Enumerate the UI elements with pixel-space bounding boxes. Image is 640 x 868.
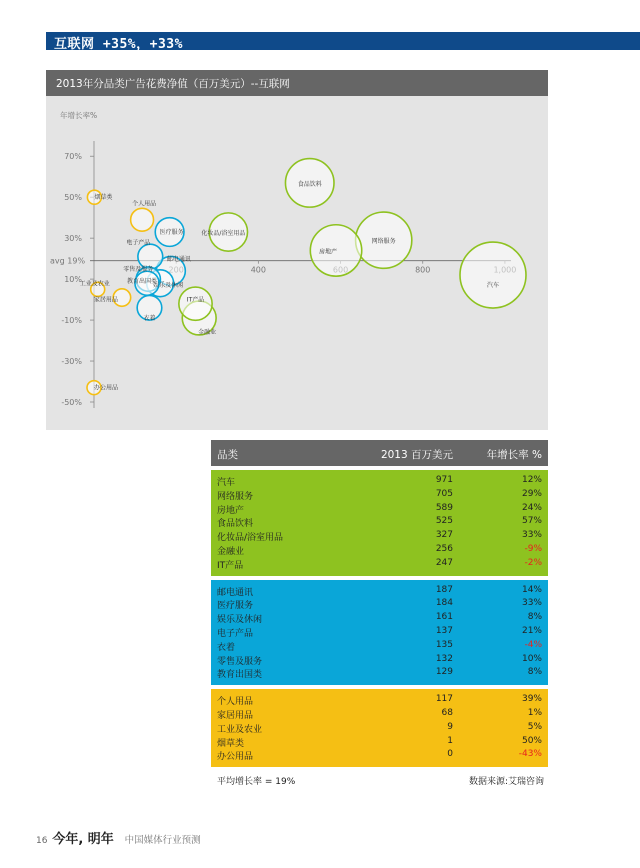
table-row — [211, 735, 548, 749]
bubble-chart-svg — [46, 96, 548, 430]
row-growth: 8% — [527, 667, 542, 678]
row-category: 食品饮料 — [217, 519, 254, 530]
row-category: 个人用品 — [217, 697, 254, 708]
row-growth: 24% — [521, 502, 542, 513]
table-row — [211, 625, 548, 639]
section-header-band — [46, 32, 640, 50]
bubble-label: 房地产 — [319, 248, 338, 256]
bubble-label: 工业及农业 — [79, 280, 110, 288]
row-spend: 0 — [447, 749, 453, 760]
row-category: 工业及农业 — [217, 724, 263, 735]
row-spend: 971 — [435, 475, 453, 485]
bubble-label: 医疗服务 — [159, 229, 184, 237]
table-row — [211, 557, 548, 571]
row-growth: 10% — [521, 653, 542, 664]
row-category: 邮电通讯 — [217, 587, 254, 598]
row-growth: 21% — [521, 625, 542, 636]
row-spend: 705 — [435, 488, 453, 499]
row-growth: 33% — [521, 530, 542, 541]
y-tick-label: 50% — [64, 193, 82, 203]
row-spend: 117 — [435, 694, 453, 705]
row-spend: 256 — [435, 543, 453, 554]
bubble-label: 金融业 — [198, 329, 217, 337]
bubble-label: 食品饮料 — [297, 180, 322, 188]
chart-title: 2013年分品类广告花费净值（百万美元）--互联网 — [56, 78, 290, 90]
row-category: 房地产 — [217, 505, 245, 516]
footer-title: 今年, 明年 — [52, 832, 114, 847]
row-growth: 39% — [521, 694, 542, 705]
row-category: 衣着 — [217, 642, 236, 653]
row-growth: 50% — [521, 735, 542, 746]
bubble-label: 邮电通讯 — [166, 255, 191, 263]
row-spend: 187 — [435, 584, 453, 595]
row-spend: 184 — [435, 598, 453, 609]
table-row — [211, 707, 548, 721]
row-growth: -2% — [524, 557, 542, 568]
table-header — [211, 440, 548, 466]
row-category: 家居用品 — [217, 710, 254, 721]
row-spend: 137 — [435, 625, 453, 636]
footer-subtitle: 中国媒体行业预测 — [124, 835, 201, 846]
row-category: 零售及服务 — [217, 656, 263, 667]
y-tick-label: -50% — [61, 398, 82, 407]
table-row — [211, 748, 548, 762]
data-source-note: 数据来源:艾瑞咨询 — [468, 777, 544, 788]
chart-title-bar — [46, 70, 548, 96]
y-tick-label: 30% — [64, 234, 82, 244]
row-growth: -4% — [524, 639, 542, 650]
bubble-label: 网络服务 — [371, 238, 396, 246]
bubble-label: 零售及服务 — [123, 266, 154, 274]
row-category: 化妆品/浴室用品 — [217, 533, 284, 544]
table-row — [211, 666, 548, 680]
table-row — [211, 653, 548, 667]
y-tick-label: 10% — [64, 275, 82, 285]
page-number: 16 — [36, 836, 48, 846]
y-tick-label: -10% — [61, 316, 82, 326]
row-growth: 8% — [527, 612, 542, 623]
row-spend: 9 — [447, 721, 453, 732]
row-category: 娱乐及休闲 — [217, 615, 263, 626]
row-spend: 68 — [441, 707, 453, 718]
row-growth: 1% — [527, 707, 542, 718]
row-category: 烟草类 — [217, 738, 245, 749]
bubble-label: 办公用品 — [94, 384, 119, 392]
row-category: 汽车 — [217, 478, 236, 488]
y-axis-label: 年增长率% — [60, 111, 98, 120]
table-row — [211, 515, 548, 529]
bubble-label: 汽车 — [486, 282, 500, 290]
row-growth: 14% — [521, 584, 542, 595]
bubble-label: 衣着 — [143, 314, 156, 322]
bubble-label: 家居用品 — [93, 296, 118, 304]
bubble-label: IT产品 — [186, 296, 205, 304]
row-growth: -9% — [524, 543, 542, 554]
table-group-2 — [211, 580, 548, 686]
row-spend: 132 — [435, 653, 453, 664]
data-table — [211, 440, 548, 789]
x-tick-label: 800 — [415, 265, 431, 275]
row-category: 教育出国类 — [217, 670, 263, 681]
header-spend: 2013 百万美元 — [380, 449, 453, 461]
y-tick-label: 70% — [64, 152, 82, 162]
bubble-point — [131, 208, 154, 231]
bubble-label: 烟草类 — [94, 194, 113, 202]
table-row — [211, 488, 548, 502]
row-growth: 33% — [521, 598, 542, 609]
row-category: 办公用品 — [217, 752, 254, 763]
table-row — [211, 693, 548, 707]
row-spend: 247 — [435, 557, 453, 568]
y-tick-label: -30% — [61, 357, 82, 367]
row-growth: 57% — [521, 516, 542, 527]
row-spend: 129 — [435, 667, 453, 678]
row-growth: 5% — [527, 721, 542, 732]
row-category: 金融业 — [217, 546, 245, 557]
page-footer — [36, 828, 201, 847]
table-row — [211, 474, 548, 488]
row-category: 电子产品 — [217, 628, 254, 639]
table-row — [211, 529, 548, 543]
bubble-label: 个人用品 — [132, 200, 157, 208]
bubble-label: 娱乐及休闲 — [153, 282, 184, 290]
row-spend: 589 — [435, 502, 453, 513]
bubble-label: 化妆品/浴室用品 — [201, 230, 246, 238]
table-row — [211, 721, 548, 735]
bubble-point — [460, 242, 526, 308]
table-row — [211, 502, 548, 516]
row-growth: -43% — [518, 749, 542, 760]
bubble-chart — [46, 96, 548, 430]
row-category: 医疗服务 — [217, 601, 254, 612]
bubble-label: 教育出国类 — [126, 278, 158, 286]
header-growth: 年增长率 % — [486, 449, 542, 461]
table-row — [211, 611, 548, 625]
x-tick-label: 400 — [250, 265, 267, 275]
row-spend: 1 — [447, 735, 453, 746]
table-footer — [211, 771, 548, 789]
row-growth: 12% — [521, 475, 542, 485]
table-row — [211, 543, 548, 557]
row-category: 网络服务 — [217, 491, 254, 502]
row-spend: 135 — [435, 639, 453, 650]
average-growth-note: 平均增长率 = 19% — [217, 777, 296, 788]
table-row — [211, 639, 548, 653]
average-label: avg 19% — [50, 256, 86, 266]
section-title: 互联网 +35%，+33% — [54, 37, 183, 52]
table-group-3 — [211, 689, 548, 767]
row-growth: 29% — [521, 488, 542, 499]
header-category: 品类 — [217, 449, 238, 461]
table-row — [211, 584, 548, 598]
row-spend: 161 — [435, 612, 453, 623]
table-group-1 — [211, 470, 548, 576]
row-category: IT产品 — [217, 560, 244, 571]
bubble-label: 电子产品 — [126, 239, 151, 247]
row-spend: 327 — [435, 530, 453, 541]
row-spend: 525 — [435, 516, 453, 527]
table-row — [211, 597, 548, 611]
